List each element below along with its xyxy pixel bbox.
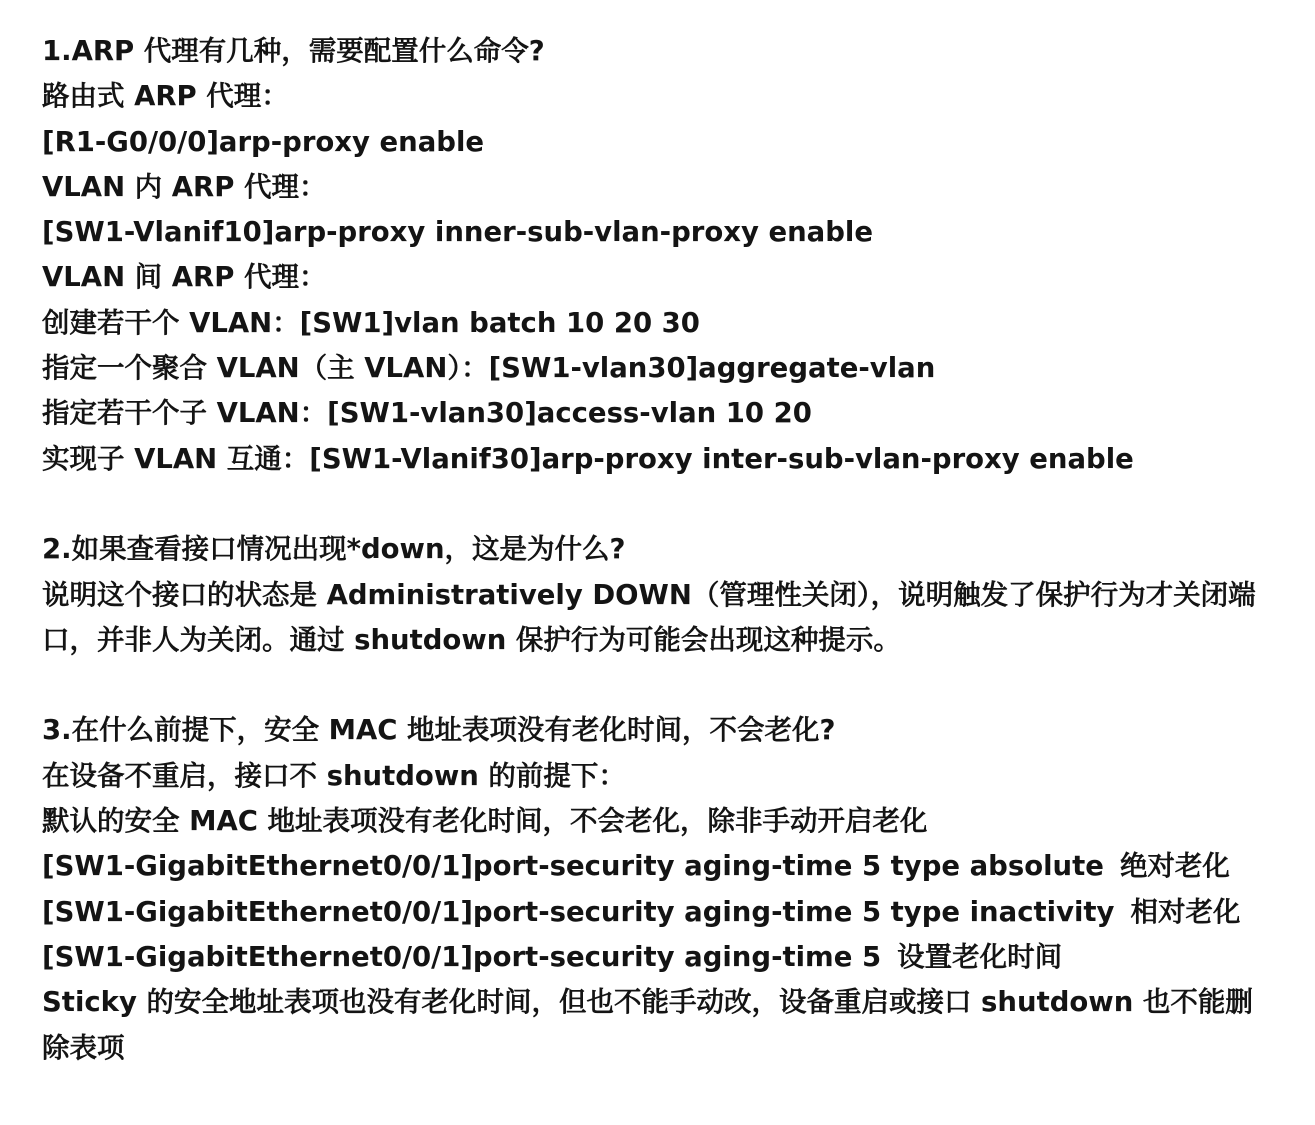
question-heading: 1.ARP 代理有几种，需要配置什么命令? — [42, 35, 545, 67]
section-arp-proxy — [42, 29, 1257, 482]
absolute-aging-note: 绝对老化 — [1119, 850, 1230, 883]
question-heading: 3.在什么前提下，安全 MAC 地址表项没有老化时间，不会老化? — [42, 714, 836, 747]
inactivity-aging-note: 相对老化 — [1130, 895, 1241, 928]
step-create-vlans: 创建若干个 VLAN：[SW1]vlan batch 10 20 30 — [42, 306, 700, 339]
section-down-status — [42, 527, 1257, 663]
document-body — [42, 29, 1257, 1071]
inter-vlan-arp-proxy-label: VLAN 间 ARP 代理： — [42, 261, 327, 294]
intra-vlan-arp-proxy-label: VLAN 内 ARP 代理： — [42, 170, 327, 203]
answer-paragraph: 说明这个接口的状态是 Administratively DOWN（管理性关闭），说明触发了保护行为才关闭端口，并非人为关闭。通过 shutdown 保护行为可能会出现这种提示。 — [42, 578, 1256, 656]
routed-arp-proxy-command: [R1-G0/0/0]arp-proxy enable — [42, 125, 485, 158]
step-aggregate-vlan: 指定一个聚合 VLAN（主 VLAN）：[SW1-vlan30]aggregate-vlan — [42, 352, 936, 385]
sticky-address-note: Sticky 的安全地址表项也没有老化时间，但也不能手动改，设备重启或接口 shutdown 也不能删除表项 — [42, 986, 1253, 1064]
aging-time-note: 设置老化时间 — [897, 940, 1063, 973]
aging-time-command: [SW1-GigabitEthernet0/0/1]port-security aging-time 5 — [42, 940, 882, 973]
step-sub-vlan-interworking: 实现子 VLAN 互通：[SW1-Vlanif30]arp-proxy inter-sub-vlan-proxy enable — [42, 442, 1134, 475]
aging-time-command-line — [42, 935, 1257, 980]
section-secure-mac-aging — [42, 708, 1257, 1070]
step-sub-vlans: 指定若干个子 VLAN：[SW1-vlan30]access-vlan 10 20 — [42, 397, 812, 430]
routed-arp-proxy-label: 路由式 ARP 代理： — [42, 80, 289, 113]
premise-text: 在设备不重启，接口不 shutdown 的前提下： — [42, 759, 626, 792]
absolute-aging-command: [SW1-GigabitEthernet0/0/1]port-security aging-time 5 type absolute — [42, 850, 1104, 883]
paragraph-gap — [42, 482, 1257, 527]
inactivity-aging-command: [SW1-GigabitEthernet0/0/1]port-security aging-time 5 type inactivity — [42, 895, 1115, 928]
absolute-aging-command-line — [42, 844, 1257, 889]
intra-vlan-arp-proxy-command: [SW1-Vlanif10]arp-proxy inner-sub-vlan-proxy enable — [42, 216, 874, 249]
paragraph-gap — [42, 663, 1257, 708]
default-aging-note: 默认的安全 MAC 地址表项没有老化时间，不会老化，除非手动开启老化 — [42, 805, 928, 838]
inactivity-aging-command-line — [42, 890, 1257, 935]
question-heading: 2.如果查看接口情况出现*down，这是为什么? — [42, 533, 626, 566]
